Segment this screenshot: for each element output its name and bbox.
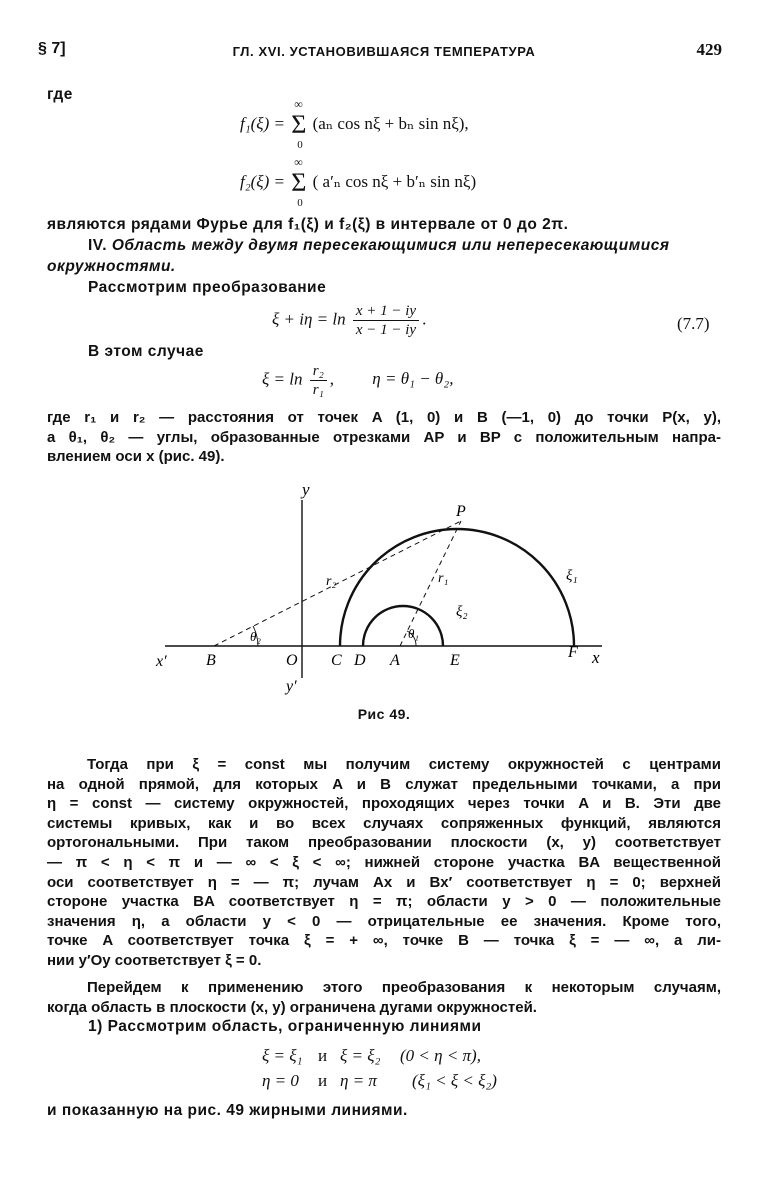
eq77-numerator: x + 1 − iy [353, 302, 419, 321]
label-r1: r₁ [438, 571, 449, 586]
system-row1-a: ξ = ξ₁ [262, 1046, 303, 1065]
paragraph-line: Тогда при ξ = const мы получим систему окружностей с центрами [87, 756, 721, 773]
system-row2-cond: (ξ₁ < ξ < ξ₂) [412, 1071, 497, 1090]
label-y-prime: y′ [286, 678, 297, 695]
label-x-prime: x′ [156, 653, 167, 670]
fourier-line: являются рядами Фурье для f₁(ξ) и f₂(ξ) в интервале от 0 до 2π. [47, 216, 569, 233]
label-f: F [568, 644, 578, 661]
xi-numerator: r₂ [310, 362, 327, 381]
paragraph-line: точке A соответствует точка ξ = + ∞, точке B — точка ξ = — ∞, а ли- [47, 932, 721, 950]
sum-upper: ∞ [294, 155, 303, 169]
label-a: A [390, 652, 400, 669]
label-xi2: ξ₂ [456, 604, 468, 620]
formula-f2 [240, 155, 477, 209]
equation-7-7 [272, 302, 426, 339]
segment-bp [214, 521, 461, 646]
arc-xi1 [340, 529, 574, 646]
eq77-denominator: x − 1 − iy [355, 322, 417, 338]
label-c: C [331, 652, 342, 669]
header-section: § 7] [38, 40, 66, 57]
paragraph-line: значения η, а области y < 0 — отрицательные ее значения. Кроме того, [47, 912, 721, 930]
f1-lhs: f₁(ξ) = [240, 113, 285, 133]
paragraph-line: нии y′Oy соответствует ξ = 0. [47, 951, 262, 969]
sum-sign: Σ ∞ 0 [291, 97, 307, 151]
sum-sign: Σ ∞ 0 [291, 155, 307, 209]
eq77-fraction [353, 302, 419, 339]
label-x: x [592, 648, 600, 667]
label-y: y [302, 480, 310, 499]
in-this-case: В этом случае [88, 343, 204, 360]
section-iv-title: Область между двумя пересекающимися или непересекающимися [111, 237, 670, 254]
system-row2-a: η = 0 [262, 1071, 299, 1090]
formula-f1 [240, 97, 469, 151]
sum-upper: ∞ [294, 97, 303, 111]
section-iv-number: IV. [88, 237, 108, 254]
paragraph-line: на одной прямой, для которых A и B служат предельными точками, а при [47, 775, 721, 793]
consider-line: Рассмотрим преобразование [88, 279, 327, 296]
label-d: D [354, 652, 366, 669]
section-iv-line2: окружностями. [47, 258, 176, 275]
xi-fraction [310, 362, 327, 399]
paragraph-line: оси соответствует η = — π; лучам Ax и Bx′ соответствует η = 0; верхней [47, 873, 721, 891]
label-r2: r₂ [326, 574, 337, 589]
paragraph-line: стороне участка BA соответствует η = π; области y > 0 — положительные [47, 893, 721, 911]
xi-comma: , [329, 369, 335, 389]
arc-xi2 [363, 606, 443, 646]
xi-lhs: ξ = ln [262, 369, 303, 389]
system-row2-b: η = π [340, 1071, 377, 1090]
header-title: ГЛ. XVI. УСТАНОВИВШАЯСЯ ТЕМПЕРАТУРА [232, 44, 536, 59]
page-number: 429 [696, 40, 722, 59]
label-e: E [450, 652, 460, 669]
final-line: и показанную на рис. 49 жирными линиями. [47, 1102, 408, 1119]
paragraph-main [47, 755, 721, 971]
paragraph-line: системы кривых, как и во всех случаях сопряженных функций, являются [47, 814, 721, 832]
sum-lower: 0 [297, 197, 303, 209]
paragraph-line: — π < η < π и — ∞ < ξ < ∞; нижней стороне участка BA вещественной [47, 853, 721, 871]
equation-label: (7.7) [677, 314, 710, 333]
intro-word: где [47, 86, 73, 103]
system-row1-b: ξ = ξ₂ [340, 1046, 381, 1065]
eq77-tail: . [422, 309, 427, 329]
label-p: P [456, 503, 466, 520]
eta-rhs: η = θ₁ − θ₂, [372, 369, 454, 389]
system-row1-cond: (0 < η < π), [400, 1046, 481, 1065]
eq77-lhs: ξ + iη = ln [272, 309, 346, 329]
system-row1-and: и [318, 1046, 328, 1065]
paragraph-line: ортогональными. При таком преобразовании плоскости (x, y) соответствует [47, 834, 721, 852]
item-1: 1) Рассмотрим область, ограниченную линиями [88, 1018, 482, 1035]
label-xi1: ξ₁ [566, 568, 578, 584]
xi-denominator: r₁ [312, 382, 324, 398]
system-row2-and: и [318, 1071, 328, 1090]
figure-caption: Рис 49. [357, 706, 411, 722]
section-iv-line1 [88, 237, 669, 255]
label-theta1: θ₁ [408, 626, 419, 641]
sum-lower: 0 [297, 139, 303, 151]
label-theta2: θ₂ [250, 629, 261, 644]
label-b: B [206, 652, 216, 669]
where-line: а θ₁, θ₂ — углы, образованные отрезками AP и BP с положительным напра- [47, 428, 721, 446]
label-o: O [286, 652, 298, 669]
where-line: влением оси x (рис. 49). [47, 448, 225, 466]
paragraph-line: η = const — систему окружностей, проходящих через точки A и B. Эти две [47, 795, 721, 813]
paragraph-second [47, 978, 721, 1017]
where-line: где r₁ и r₂ — расстояния от точек A (1, 0) и B (—1, 0) до точки P(x, y), [47, 409, 721, 426]
f1-rhs: (aₙ cos nξ + bₙ sin nξ), [312, 113, 469, 133]
where-paragraph [47, 408, 721, 467]
paragraph-line: Перейдем к применению этого преобразования к некоторым случаям, [87, 979, 721, 996]
f2-lhs: f₂(ξ) = [240, 171, 285, 191]
paragraph-line: когда область в плоскости (x, y) ограничена дугами окружностей. [47, 998, 537, 1016]
f2-rhs: ( a′ₙ cos nξ + b′ₙ sin nξ) [312, 171, 477, 191]
equation-xi-eta [262, 362, 453, 399]
figure-49 [150, 478, 620, 698]
